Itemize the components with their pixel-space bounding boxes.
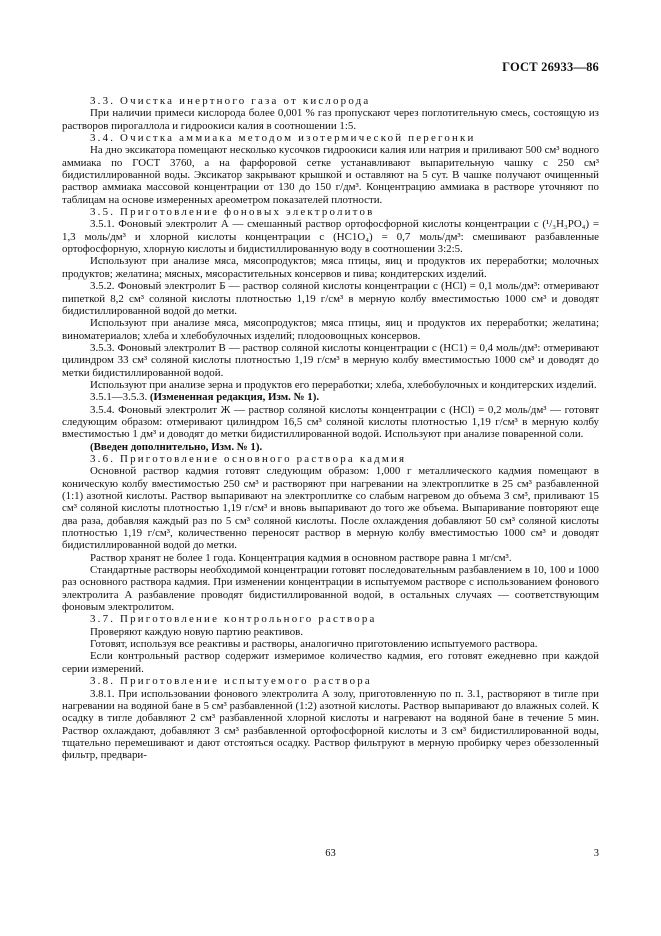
paragraph: 3.5.2. Фоновый электролит Б — раствор соляной кислоты концентрации c (HCl) = 0,1 моль/дм³: отмеривают пипеткой 8,2 см³ соляной кислоты плотностью 1,19 г/см³ в мерную колбу вместимостью 1000 см³ и доводят бидистиллированной водой до метки. xyxy=(62,280,599,317)
paragraph: Если контрольный раствор содержит измеримое количество кадмия, его готовят ежедневно при каждой серии измерений. xyxy=(62,650,599,675)
section-heading: 3.8. Приготовление испытуемого раствора xyxy=(90,675,372,688)
sheet-number: 3 xyxy=(593,848,599,859)
standard-code-header: ГОСТ 26933—86 xyxy=(502,60,599,74)
paragraph: Используют при анализе мяса, мясопродуктов; мяса птицы, яиц и продуктов их переработки; желатина; виноматериалов; хлеба и хлебобулочных изделий; плодоовощных консервов. xyxy=(62,317,599,342)
document-body xyxy=(62,95,599,762)
paragraph: 3.5.4. Фоновый электролит Ж — раствор соляной кислоты концентрации c (HCl) = 0,2 моль/дм³ — готовят следующим образом: отмеривают цилиндром 16,5 см³ соляной кислоты плотностью 1,19 г/см³ в мерную колбу вместимостью 1 дм³ и доводят до метки бидистиллированной водой. Используют при анализе поваренной соли. xyxy=(62,403,599,441)
paragraph: При наличии примеси кислорода более 0,001 % газ пропускают через поглотительную смесь, состоящую из растворов пирогаллола и гидроокиси калия в соотношении 1:5. xyxy=(62,107,599,132)
page-number: 63 xyxy=(325,848,336,859)
paragraph: Используют при анализе мяса, мясопродуктов; мяса птицы, яиц и продуктов их переработки; молочных продуктов; желатина; мясных, мясорастительных консервов и пива; кондитерских изделий. xyxy=(62,255,599,280)
paragraph: (Введен дополнительно, Изм. № 1). xyxy=(90,440,263,453)
section-heading: 3.3. Очистка инертного газа от кислорода xyxy=(90,95,371,107)
paragraph: Используют при анализе зерна и продуктов его переработки; хлеба, хлебобулочных и кондитерских изделий. xyxy=(90,378,597,391)
paragraph: 3.5.3. Фоновый электролит В — раствор соляной кислоты концентрации c (HC1) = 0,4 моль/дм³: отмеривают цилиндром 33 см³ соляной кислоты плотностью 1,19 г/см³ в мерную колбу вместимостью 1000 см³ и доводят до метки бидистиллированной водой. xyxy=(62,341,599,379)
section-heading: 3.4. Очистка аммиака методом изотермической перегонки xyxy=(90,132,476,145)
paragraph: Раствор хранят не более 1 года. Концентрация кадмия в основном растворе равна 1 мг/см³. xyxy=(90,551,512,564)
paragraph: Проверяют каждую новую партию реактивов. xyxy=(90,625,304,638)
paragraph: Готовят, используя все реактивы и растворы, аналогично приготовлению испытуемого раствора. xyxy=(90,638,538,651)
section-heading: 3.5. Приготовление фоновых электролитов xyxy=(90,206,375,219)
paragraph: 3.5.1. Фоновый электролит А — смешанный раствор ортофосфорной кислоты концентрации c (¹/₃H₃PO₄) = 1,3 моль/дм³ и хлорной кислоты концентрации c (HC1O₄) = 0,7 моль/дм³: смешивают разбавленные ортофосфорную, хлорную кислоты и бидистиллированную воду в соотношении 3:2:5. xyxy=(62,218,599,256)
section-heading: 3.6. Приготовление основного раствора кадмия xyxy=(90,452,407,465)
paragraph: Основной раствор кадмия готовят следующим образом: 1,000 г металлического кадмия помещают в коническую колбу вместимостью 250 см³ и растворяют при нагревании на электроплитке в 25 см³ разбавленной (1:1) азотной кислоты. Раствор выпаривают на электроплитке со слабым нагревом до объема 3 см³, приливают 15 см³ соляной кислоты плотностью 1,19 г/см³ и вновь выпаривают до того же объема. Выпаривание повторяют еще два раза, добавляя каждый раз по 5 см³ соляной кислоты. После охлаждения добавляют 50 см³ соляной кислоты плотностью 1,19 г/см³, количественно переносят раствор в мерную колбу вместимостью 1000 см³ и доводят бидистиллированной водой до метки. xyxy=(62,465,599,552)
paragraph: 3.8.1. При использовании фонового электролита А золу, приготовленную по п. 3.1, растворяют в тигле при нагревании на водяной бане в 5 см³ разбавленной (1:2) азотной кислоты. Раствор выпаривают до влажных солей. К осадку в тигле добавляют 2 см³ разбавленной хлорной кислоты и нагревают на водяной бане в течение 5 мин. Раствор охлаждают, добавляют 3 см³ разбавленной ортофосфорной кислоты и 3 см³ бидистиллированной воды, тщательно перемешивают и дают отстояться осадку. Раствор фильтруют в мерную пробирку через обеззоленный фильтр, предвари- xyxy=(62,687,599,762)
paragraph: 3.5.1—3.5.3. (Измененная редакция, Изм. № 1). xyxy=(90,391,320,404)
paragraph: Стандартные растворы необходимой концентрации готовят последовательным разбавлением в 10, 100 и 1000 раз основного раствора кадмия. При изменении концентрации в испытуемом растворе с использованием фонового электролита А разбавление проводят бидистиллированной водой, в остальных случаях — соответствующим фоновым электролитом. xyxy=(62,564,599,614)
section-heading: 3.7. Приготовление контрольного раствора xyxy=(90,613,377,626)
paragraph: На дно эксикатора помещают несколько кусочков гидроокиси калия или натрия и приливают 500 см³ водного аммиака по ГОСТ 3760, а на фарфоровой сетке устанавливают выпарительную чашку с 250 см³ бидистиллированной воды. Эксикатор закрывают крышкой и оставляют на 5 сут. В чашке получают очищенный раствор аммиака массовой концентрации от 130 до 150 г/дм³. Концентрацию аммиака в растворе уточняют по таблицам на основе измеренных ареометром показателей плотности. xyxy=(62,144,599,206)
